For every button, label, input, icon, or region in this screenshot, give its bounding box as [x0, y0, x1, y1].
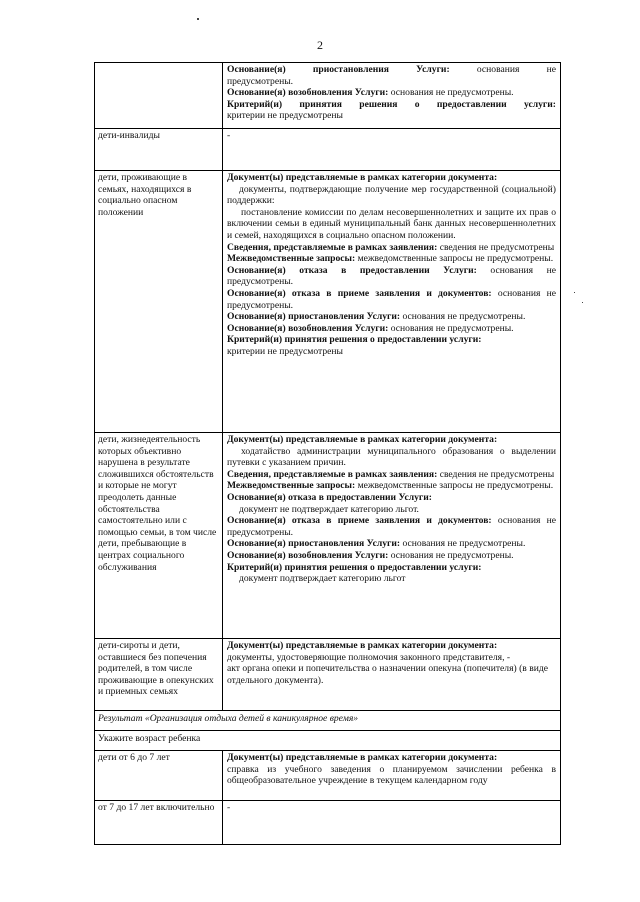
field-label: Межведомственные запросы: — [227, 253, 356, 265]
field-label: Основание(я) приостановления Услуги: — [227, 538, 401, 550]
field-value: предусмотрены. — [227, 75, 294, 87]
details-cell — [223, 433, 561, 638]
scan-speck — [197, 18, 199, 20]
category-cell: дети-сироты и дети, оставшиеся без попечения родителей, в том числе проживающие в опекунских и приемных семьях — [95, 639, 223, 710]
age-heading: Укажите возраст ребенка — [95, 731, 561, 750]
field-value: документ не подтверждает категорию льгот. — [239, 503, 419, 515]
field-label: Межведомственные запросы: — [227, 480, 356, 492]
details-cell — [223, 63, 561, 128]
field-value: межведомственные запросы не предусмотрены. — [355, 253, 554, 265]
category-cell: дети, жизнедеятельность которых объективно нарушена в результате сложившихся обстоятельств и которые не могут преодолеть данные обстоятельства самостоятельно или с помощью семьи, в том числе дети, пребывающие в центрах социального обслуживания — [95, 433, 223, 638]
field-value: критерии не предусмотрены — [227, 110, 343, 122]
field-value: акт органа опеки и попечительства о назначении опекуна (попечителя) (в виде отдельного документа). — [227, 663, 549, 686]
field-label: Основание(я) возобновления Услуги: — [227, 87, 389, 99]
field-value: документ подтверждает категорию льгот — [239, 573, 406, 585]
field-label: Основание(я) отказа в приеме заявления и документов: — [227, 515, 492, 527]
category-cell: дети от 6 до 7 лет — [95, 751, 223, 800]
field-value: сведения не предусмотрены — [437, 241, 555, 253]
field-value: сведения не предусмотрены — [437, 468, 555, 480]
field-value: критерии не предусмотрены — [227, 345, 343, 357]
table-row — [95, 63, 561, 129]
field-value: межведомственные запросы не предусмотрены. — [355, 480, 554, 492]
table-row — [95, 171, 561, 433]
field-label: Основание(я) возобновления Услуги: — [227, 322, 389, 334]
field-label: Сведения, представляемые в рамках заявления: — [227, 468, 438, 480]
field-value: основания не предусмотрены. — [227, 515, 556, 538]
result-heading: Результат «Организация отдыха детей в каникулярное время» — [95, 711, 561, 730]
field-value: основания не предусмотрены. — [227, 287, 556, 311]
field-value: основания не предусмотрены. — [227, 264, 556, 288]
details-cell: - — [223, 129, 561, 170]
field-label: Основание(я) возобновления Услуги: — [227, 549, 389, 561]
field-value: документы, подтверждающие получение мер государственной (социальной) поддержки: — [227, 183, 556, 207]
field-value: основания не — [449, 64, 556, 75]
field-label: Основание(я) отказа в предоставлении Услуги: — [227, 264, 477, 276]
category-cell — [95, 63, 223, 128]
table-row — [95, 751, 561, 801]
scan-speck — [574, 292, 575, 293]
field-label: Документ(ы) представляемые в рамках категории документа: — [227, 752, 498, 763]
field-label: Основание(я) отказа в приеме заявления и документов: — [227, 287, 492, 299]
table-row — [95, 129, 561, 171]
field-label: Основание(я) отказа в предоставлении Услуги: — [227, 491, 432, 503]
field-value: постановление комиссии по делам несовершеннолетних и защите их прав о включении семьи в единый муниципальный банк данных несовершеннолетних и семей, находящихся в социально опасном положении. — [227, 206, 556, 241]
category-cell: от 7 до 17 лет включительно — [95, 801, 223, 844]
field-value: справка из учебного заведения о планируемом зачислении ребенка в общеобразовательное учреждение в текущем календарном году — [227, 763, 556, 787]
field-label: Критерий(и) принятия решения о предоставлении услуги: — [227, 98, 556, 110]
details-cell: - — [223, 801, 561, 844]
details-cell — [223, 171, 561, 432]
table-row — [95, 711, 561, 731]
scan-speck — [582, 302, 583, 303]
field-value: основания не предусмотрены. — [388, 87, 514, 99]
field-label: Основание(я) приостановления Услуги: — [227, 64, 450, 75]
field-label: Основание(я) приостановления Услуги: — [227, 311, 401, 323]
field-label: Сведения, представляемые в рамках заявления: — [227, 241, 438, 253]
field-value: основания не предусмотрены. — [388, 549, 514, 561]
category-cell: дети, проживающие в семьях, находящихся в социально опасном положении — [95, 171, 223, 432]
table-row — [95, 731, 561, 751]
page-number: 2 — [317, 38, 323, 52]
field-label: Документ(ы) представляемые в рамках категории документа: — [227, 640, 498, 651]
table-row — [95, 801, 561, 845]
field-value: основания не предусмотрены. — [388, 322, 514, 334]
details-cell — [223, 639, 561, 710]
field-value: ходатайство администрации муниципального образования о выделении путевки с указанием причин. — [227, 445, 556, 469]
field-label: Документ(ы) представляемые в рамках категории документа: — [227, 172, 498, 183]
field-label: Критерий(и) принятия решения о предоставлении услуги: — [227, 561, 482, 573]
details-cell — [223, 751, 561, 800]
services-table — [94, 62, 561, 845]
field-value: основания не предусмотрены. — [400, 311, 526, 323]
field-value: основания не предусмотрены. — [400, 538, 526, 550]
category-cell: дети-инвалиды — [95, 129, 223, 170]
field-value: документы, удостоверяющие полномочия законного представителя, - — [227, 651, 511, 663]
field-label: Документ(ы) представляемые в рамках категории документа: — [227, 434, 498, 445]
field-label: Критерий(и) принятия решения о предоставлении услуги: — [227, 334, 482, 346]
table-row — [95, 433, 561, 639]
table-row — [95, 639, 561, 711]
